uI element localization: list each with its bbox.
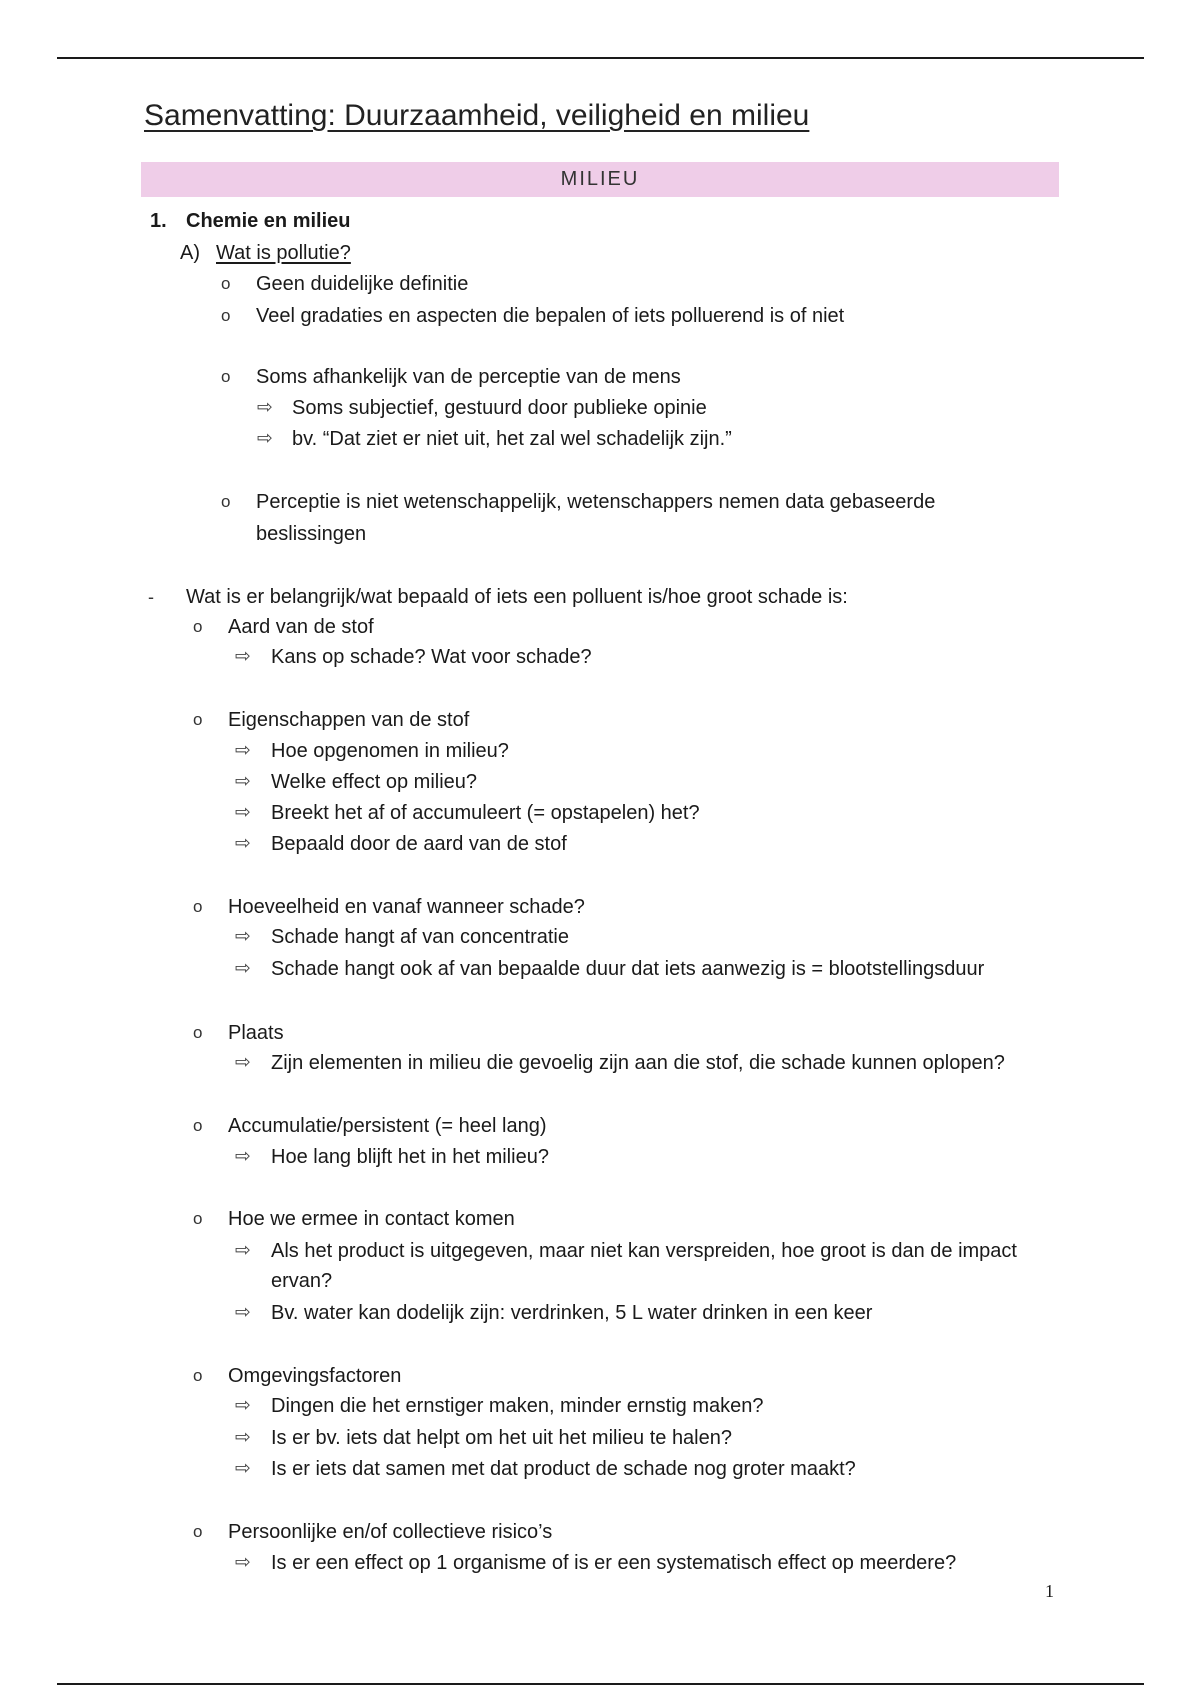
list-item: [193, 1111, 547, 1141]
arrow-right-icon: ⇨: [235, 1146, 251, 1167]
list-item: [235, 954, 985, 984]
list-item-text: Is er iets dat samen met dat product de schade nog groter maakt?: [271, 1458, 856, 1480]
arrow-right-icon: ⇨: [235, 1395, 251, 1416]
list-item: [235, 829, 567, 859]
bullet-circle-icon: o: [221, 492, 231, 511]
list-item-continuation: [271, 1266, 332, 1296]
bullet-circle-icon: o: [221, 367, 231, 386]
bullet-circle-icon: o: [193, 1209, 203, 1228]
list-item: [193, 1204, 515, 1234]
list-item: [193, 1018, 284, 1048]
top-rule: [57, 57, 1144, 59]
list-item: [221, 301, 845, 331]
list-item-text: Schade hangt ook af van bepaalde duur dat iets aanwezig is = blootstellingsduur: [271, 958, 985, 980]
list-item: [235, 1236, 1017, 1266]
list-item-text: Plaats: [228, 1022, 284, 1044]
list-item-text: Hoe we ermee in contact komen: [228, 1208, 515, 1230]
list-item-continuation: [256, 519, 366, 549]
list-item: [235, 736, 509, 766]
list-item-text: Schade hangt af van concentratie: [271, 926, 569, 948]
subheading: [180, 238, 351, 268]
arrow-right-icon: ⇨: [235, 1458, 251, 1479]
list-item: [235, 798, 700, 828]
list-item-text: Is er bv. iets dat helpt om het uit het milieu te halen?: [271, 1427, 732, 1449]
list-item: [221, 487, 936, 517]
arrow-right-icon: ⇨: [235, 958, 251, 979]
arrow-right-icon: ⇨: [257, 397, 273, 418]
list-item-text: Welke effect op milieu?: [271, 771, 478, 793]
list-item-text: Hoeveelheid en vanaf wanneer schade?: [228, 896, 585, 918]
bullet-dash-icon: -: [148, 587, 154, 607]
arrow-right-icon: ⇨: [235, 740, 251, 761]
section-heading: [150, 206, 351, 236]
list-item-text: Bv. water kan dodelijk zijn: verdrinken, 5 L water drinken in een keer: [271, 1302, 873, 1324]
list-item: [257, 393, 707, 423]
list-item: [193, 705, 470, 735]
list-item-text: ervan?: [271, 1270, 333, 1292]
list-item-text: Omgevingsfactoren: [228, 1365, 402, 1387]
document-title: Samenvatting: Duurzaamheid, veiligheid en milieu: [144, 99, 810, 132]
bullet-circle-icon: o: [193, 1023, 203, 1042]
bullet-circle-icon: o: [193, 617, 203, 636]
section-heading-text: Chemie en milieu: [186, 210, 351, 232]
subheading-letter: A): [180, 242, 200, 264]
bullet-circle-icon: o: [193, 710, 203, 729]
list-item-text: Soms afhankelijk van de perceptie van de mens: [256, 366, 681, 388]
list-item-text: Persoonlijke en/of collectieve risico’s: [228, 1521, 553, 1543]
bullet-circle-icon: o: [193, 1116, 203, 1135]
list-item: [235, 1298, 873, 1328]
list-item: [235, 767, 478, 797]
bullet-circle-icon: o: [193, 1366, 203, 1385]
list-item-text: Hoe lang blijft het in het milieu?: [271, 1146, 549, 1168]
arrow-right-icon: ⇨: [235, 1302, 251, 1323]
bullet-circle-icon: o: [221, 274, 231, 293]
bullet-circle-icon: o: [193, 897, 203, 916]
list-item-text: Dingen die het ernstiger maken, minder ernstig maken?: [271, 1395, 764, 1417]
list-item-text: Eigenschappen van de stof: [228, 709, 470, 731]
list-item: [235, 1454, 856, 1484]
list-item-text: Bepaald door de aard van de stof: [271, 833, 567, 855]
bottom-rule: [57, 1683, 1144, 1685]
list-item-text: Breekt het af of accumuleert (= opstapelen) het?: [271, 802, 700, 824]
arrow-right-icon: ⇨: [257, 428, 273, 449]
list-item-text: Zijn elementen in milieu die gevoelig zijn aan die stof, die schade kunnen oplopen?: [271, 1052, 1005, 1074]
list-item-text: Als het product is uitgegeven, maar niet kan verspreiden, hoe groot is dan de impact: [271, 1240, 1017, 1262]
list-item: [235, 1423, 732, 1453]
list-item: [235, 922, 569, 952]
arrow-right-icon: ⇨: [235, 926, 251, 947]
list-item-text: Geen duidelijke definitie: [256, 273, 469, 295]
list-item-text: Soms subjectief, gestuurd door publieke opinie: [292, 397, 707, 419]
list-item: [235, 1391, 764, 1421]
section-number: 1.: [150, 210, 167, 232]
arrow-right-icon: ⇨: [235, 646, 251, 667]
list-item-text: Wat is er belangrijk/wat bepaald of iets een polluent is/hoe groot schade is:: [186, 586, 848, 608]
list-item-text: Hoe opgenomen in milieu?: [271, 740, 509, 762]
list-item: [221, 269, 469, 299]
section-banner: MILIEU: [141, 162, 1059, 197]
arrow-right-icon: ⇨: [235, 833, 251, 854]
list-item-text: Is er een effect op 1 organisme of is er een systematisch effect op meerdere?: [271, 1552, 957, 1574]
list-item-text: beslissingen: [256, 523, 367, 545]
list-item: [235, 1048, 1005, 1078]
list-item: [193, 1361, 402, 1391]
list-item-text: Veel gradaties en aspecten die bepalen of iets polluerend is of niet: [256, 305, 845, 327]
list-item: [221, 362, 681, 392]
list-item: [257, 424, 732, 454]
list-item: [193, 892, 585, 922]
list-item: [235, 1142, 549, 1172]
arrow-right-icon: ⇨: [235, 802, 251, 823]
list-item: [148, 582, 848, 612]
bullet-circle-icon: o: [193, 1522, 203, 1541]
list-item-text: Kans op schade? Wat voor schade?: [271, 646, 592, 668]
arrow-right-icon: ⇨: [235, 1240, 251, 1261]
list-item-text: bv. “Dat ziet er niet uit, het zal wel schadelijk zijn.”: [292, 428, 732, 450]
subheading-text: Wat is pollutie?: [216, 242, 351, 264]
bullet-circle-icon: o: [221, 306, 231, 325]
list-item: [193, 1517, 553, 1547]
list-item: [235, 1548, 957, 1578]
list-item: [193, 612, 374, 642]
list-item-text: Perceptie is niet wetenschappelijk, wetenschappers nemen data gebaseerde: [256, 491, 936, 513]
arrow-right-icon: ⇨: [235, 1552, 251, 1573]
arrow-right-icon: ⇨: [235, 1052, 251, 1073]
list-item: [235, 642, 592, 672]
list-item-text: Aard van de stof: [228, 616, 374, 638]
page-number: 1: [1045, 1581, 1054, 1601]
arrow-right-icon: ⇨: [235, 1427, 251, 1448]
list-item-text: Accumulatie/persistent (= heel lang): [228, 1115, 547, 1137]
arrow-right-icon: ⇨: [235, 771, 251, 792]
